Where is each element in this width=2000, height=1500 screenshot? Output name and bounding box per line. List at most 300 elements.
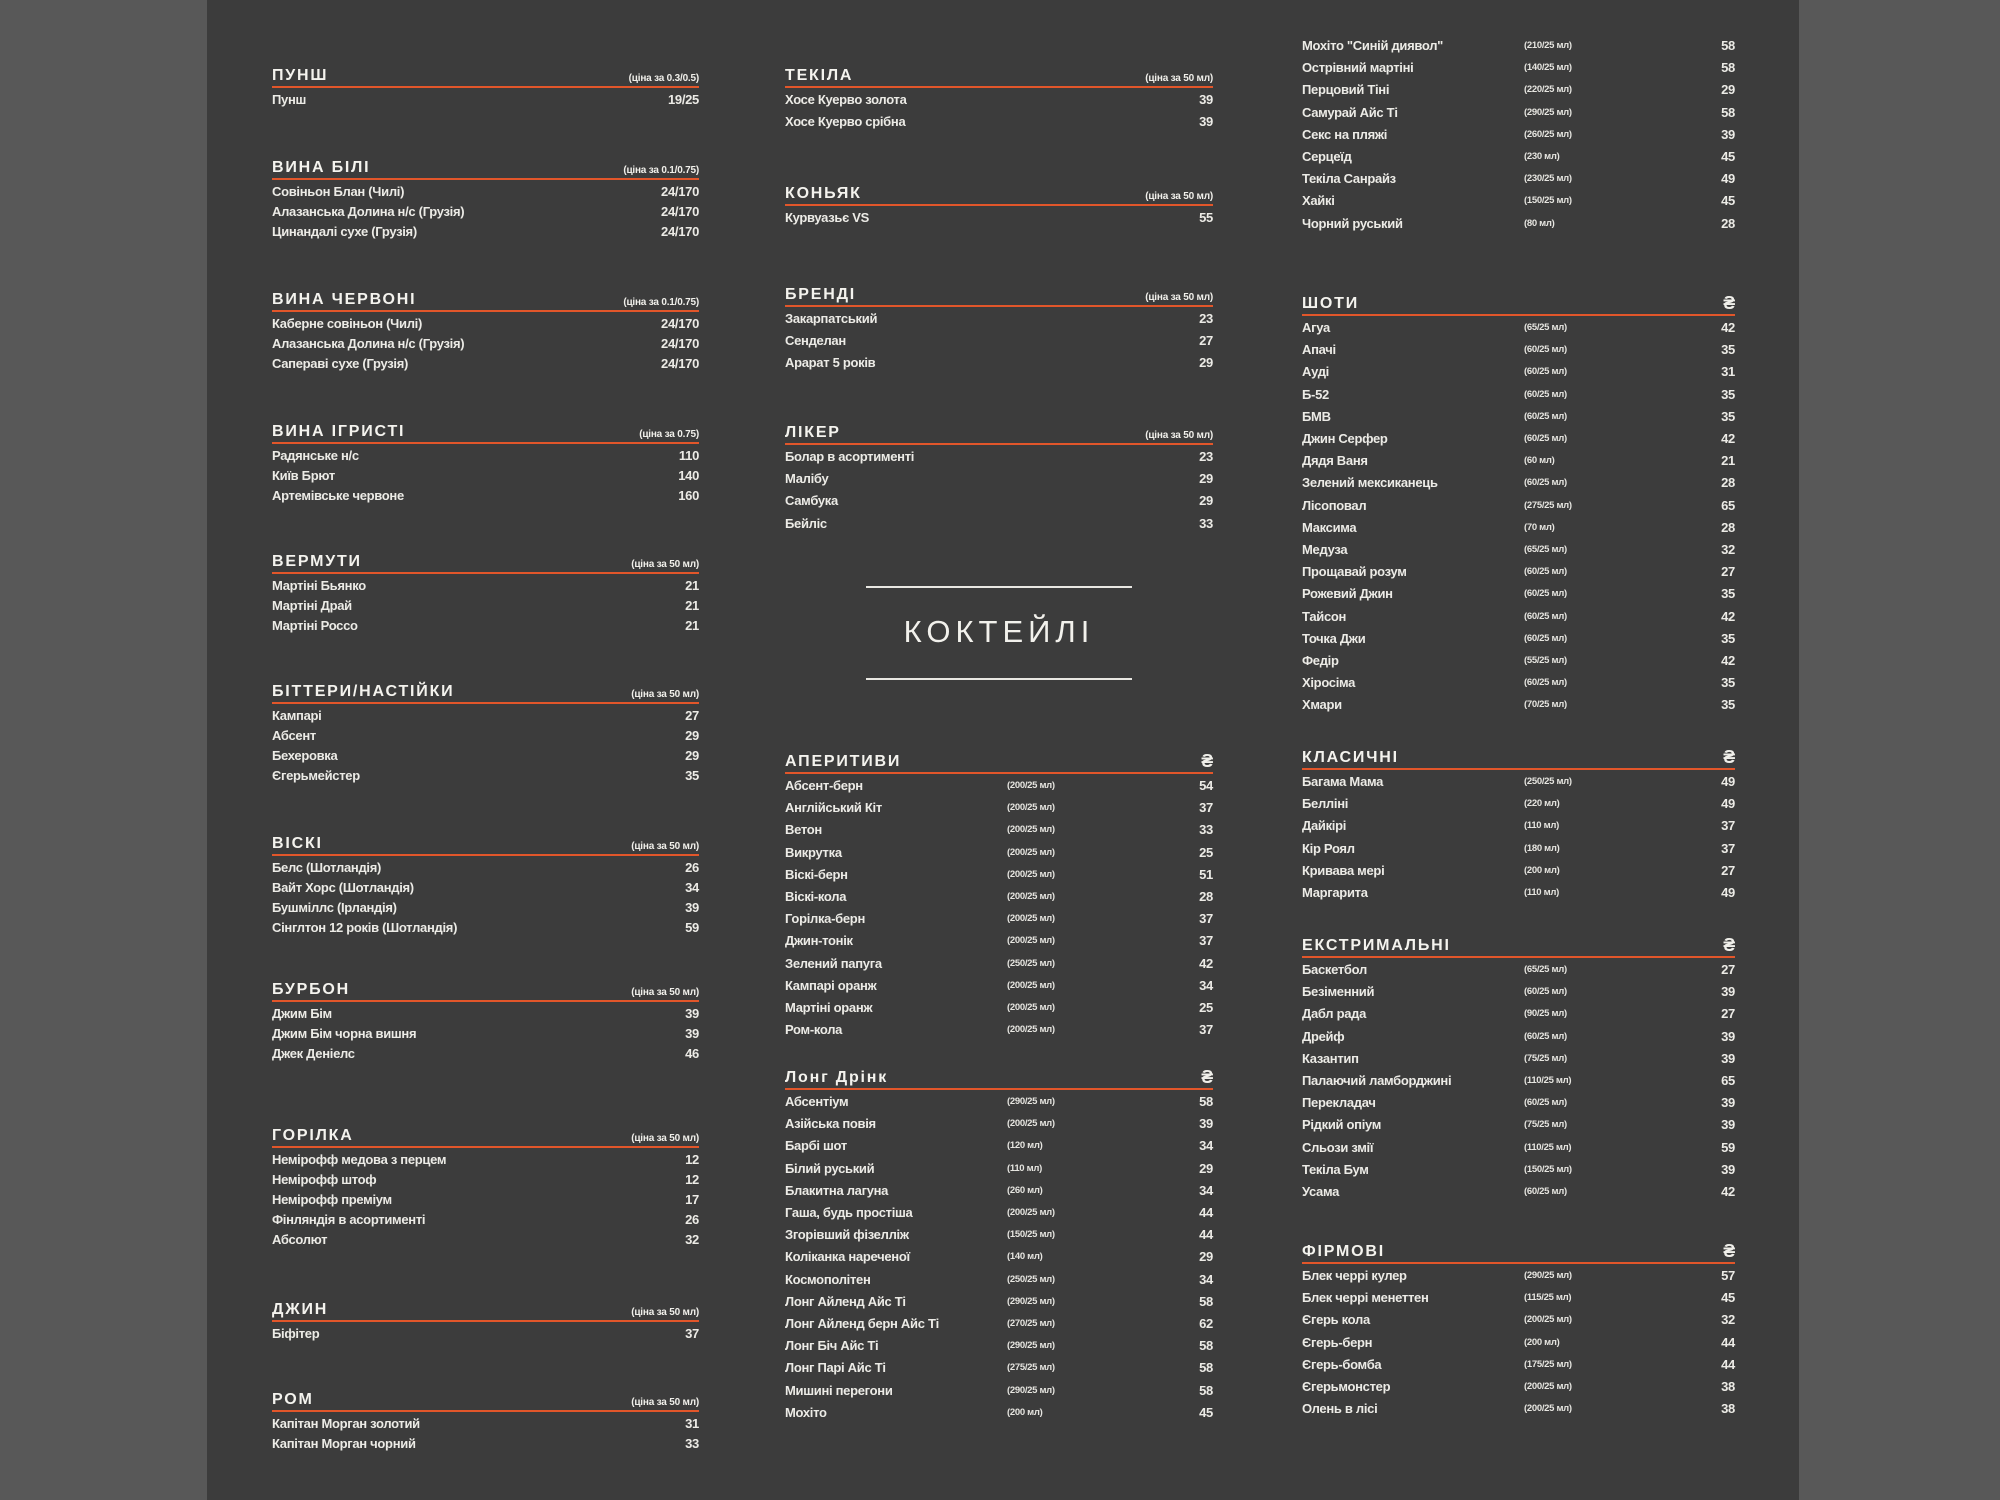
menu-item — [1302, 841, 1735, 861]
menu-item — [272, 768, 699, 788]
item-name: Хмари — [1302, 697, 1342, 713]
section-title: БУРБОН — [272, 981, 351, 998]
section-title: ФІРМОВІ — [1302, 1243, 1385, 1260]
menu-item — [1302, 1073, 1735, 1093]
item-volume: (290/25 мл) — [1007, 1295, 1055, 1307]
item-volume: (175/25 мл) — [1524, 1358, 1572, 1370]
item-price: 42 — [1721, 320, 1735, 335]
menu-item — [1302, 431, 1735, 451]
item-name: Бехеровка — [272, 748, 338, 763]
item-name: Барбі шот — [785, 1138, 847, 1154]
item-volume: (290/25 мл) — [1007, 1340, 1055, 1352]
item-price: 33 — [685, 1436, 699, 1451]
menu-item — [1302, 520, 1735, 540]
item-name: Б-52 — [1302, 386, 1329, 402]
item-price: 35 — [1721, 386, 1735, 402]
menu-item — [1302, 1268, 1735, 1288]
item-price: 26 — [685, 1212, 699, 1227]
menu-item — [272, 1006, 699, 1026]
item-price: 32 — [685, 1232, 699, 1247]
menu-item — [785, 1383, 1213, 1403]
menu-item — [1302, 475, 1735, 495]
item-volume: (275/25 мл) — [1524, 499, 1572, 511]
item-price: 28 — [1721, 475, 1735, 491]
item-price: 45 — [1721, 1290, 1735, 1306]
item-name: Медуза — [1302, 542, 1348, 557]
item-name: Каберне совіньон (Чилі) — [272, 316, 422, 331]
item-name: Кір Роял — [1302, 840, 1355, 856]
menu-item — [785, 516, 1213, 536]
item-name: Лонг Айленд Айс Ті — [785, 1293, 906, 1309]
item-price: 39 — [1721, 1095, 1735, 1111]
menu-item — [272, 488, 699, 508]
item-volume: (60/25 мл) — [1524, 1097, 1567, 1109]
item-volume: (200/25 мл) — [1007, 913, 1055, 925]
item-name: Острівний мартіні — [1302, 60, 1414, 76]
item-price: 58 — [1199, 1293, 1213, 1309]
section-price-note: (ціна за 50 мл) — [631, 1397, 699, 1408]
item-volume: (150/25 мл) — [1524, 1163, 1572, 1175]
menu-item — [785, 1294, 1213, 1314]
section-title: ВИНА БІЛІ — [272, 159, 371, 176]
item-price: 32 — [1721, 542, 1735, 557]
item-volume: (230 мл) — [1524, 151, 1560, 162]
item-name: Ветон — [785, 822, 822, 838]
section-header — [785, 1064, 1213, 1090]
menu-item — [272, 1326, 699, 1346]
item-name: Білий руський — [785, 1160, 875, 1176]
item-volume: (65/25 мл) — [1524, 322, 1567, 333]
item-name: Болар в асортименті — [785, 449, 915, 464]
item-price: 39 — [1721, 1050, 1735, 1066]
item-price: 34 — [685, 880, 699, 895]
item-volume: (200/25 мл) — [1007, 1002, 1055, 1013]
item-price: 35 — [1721, 342, 1735, 358]
item-price: 23 — [1199, 311, 1213, 326]
item-volume: (70/25 мл) — [1524, 699, 1567, 711]
section-title: БРЕНДІ — [785, 286, 857, 303]
item-name: Бейліс — [785, 515, 827, 531]
menu-item — [272, 224, 699, 244]
menu-item — [272, 1026, 699, 1046]
item-volume: (60/25 мл) — [1524, 433, 1567, 444]
item-name: Зелений мексиканець — [1302, 475, 1438, 491]
menu-section — [1302, 932, 1735, 1199]
item-price: 28 — [1199, 889, 1213, 904]
item-volume: (120 мл) — [1007, 1140, 1043, 1152]
menu-section — [785, 62, 1213, 130]
item-name: Совіньон Блан (Чилі) — [272, 184, 405, 199]
item-price: 42 — [1721, 608, 1735, 624]
item-price: 35 — [1721, 697, 1735, 713]
section-title: АПЕРИТИВИ — [785, 753, 902, 770]
item-volume: (140/25 мл) — [1524, 62, 1572, 74]
menu-item — [1302, 1379, 1735, 1399]
menu-section — [1302, 290, 1735, 713]
item-name: Блакитна лагуна — [785, 1182, 889, 1198]
item-volume: (230/25 мл) — [1524, 173, 1572, 185]
item-name: Самурай Айс Ті — [1302, 104, 1398, 120]
menu-item — [785, 92, 1213, 112]
item-name: Прощавай розум — [1302, 564, 1407, 580]
item-price: 110 — [678, 448, 699, 463]
item-name: Закарпатський — [785, 311, 878, 326]
item-name: Багама Мама — [1302, 774, 1384, 789]
menu-item — [1302, 542, 1735, 562]
item-name: Апачі — [1302, 342, 1336, 358]
item-price: 34 — [1199, 977, 1213, 993]
section-price-note: (ціна за 50 мл) — [1145, 191, 1213, 202]
section-title: КЛАСИЧНІ — [1302, 749, 1399, 766]
item-name: Сенделан — [785, 333, 846, 349]
item-volume: (200 мл) — [1524, 1336, 1560, 1348]
menu-item — [785, 1116, 1213, 1136]
item-name: Хосе Куерво золота — [785, 92, 907, 107]
menu-item — [1302, 82, 1735, 102]
section-price-note: (ціна за 0.75) — [639, 429, 699, 440]
section-header — [272, 62, 699, 88]
menu-item — [1302, 60, 1735, 80]
item-name: Викрутка — [785, 844, 842, 860]
item-price: 37 — [1199, 933, 1213, 949]
item-volume: (260/25 мл) — [1524, 128, 1572, 140]
menu-item — [785, 1272, 1213, 1292]
menu-item — [1302, 453, 1735, 473]
section-price-note: (ціна за 50 мл) — [631, 841, 699, 852]
menu-item — [785, 1138, 1213, 1158]
item-name: Джим Бім чорна вишня — [272, 1026, 417, 1041]
item-name: Казантип — [1302, 1050, 1359, 1066]
menu-item — [1302, 1184, 1735, 1204]
section-price-note: (ціна за 50 мл) — [1145, 430, 1213, 441]
menu-item — [1302, 1029, 1735, 1049]
item-name: Мохіто — [785, 1404, 827, 1420]
item-volume: (290/25 мл) — [1007, 1096, 1055, 1107]
menu-item — [785, 355, 1213, 375]
menu-item — [785, 956, 1213, 976]
menu-item — [785, 1022, 1213, 1042]
item-price: 33 — [1199, 822, 1213, 838]
item-volume: (65/25 мл) — [1524, 964, 1567, 975]
item-name: Белліні — [1302, 796, 1349, 812]
item-volume: (60/25 мл) — [1524, 632, 1567, 644]
item-volume: (200/25 мл) — [1007, 935, 1055, 947]
menu-item — [1302, 193, 1735, 213]
section-header — [272, 548, 699, 574]
section-title: ДЖИН — [272, 1301, 329, 1318]
item-price: 35 — [685, 768, 699, 783]
menu-item — [1302, 1095, 1735, 1115]
item-price: 37 — [685, 1326, 699, 1341]
item-price: 45 — [1199, 1404, 1213, 1420]
item-price: 12 — [685, 1172, 699, 1187]
item-name: Арарат 5 років — [785, 355, 876, 371]
section-price-note: ₴ — [1723, 1241, 1735, 1261]
item-volume: (200/25 мл) — [1524, 1403, 1572, 1415]
menu-section — [785, 180, 1213, 225]
item-price: 39 — [1721, 1117, 1735, 1133]
item-name: Палаючий ламборджині — [1302, 1073, 1452, 1088]
item-price: 62 — [1199, 1316, 1213, 1331]
item-price: 24/170 — [661, 224, 699, 239]
item-name: Рідкий опіум — [1302, 1117, 1382, 1133]
menu-item — [785, 800, 1213, 820]
menu-item — [272, 860, 699, 880]
menu-item — [272, 900, 699, 920]
item-price: 31 — [685, 1416, 699, 1431]
item-name: Мартіні оранж — [785, 1000, 873, 1015]
menu-item — [1302, 1401, 1735, 1421]
cocktails-heading — [866, 586, 1132, 680]
section-title: ЕКСТРИМАЛЬНІ — [1302, 937, 1451, 954]
item-name: Малібу — [785, 471, 829, 487]
menu-item — [1302, 962, 1735, 982]
item-price: 24/170 — [661, 356, 699, 371]
item-name: Дядя Ваня — [1302, 453, 1368, 469]
item-name: Англійський Кіт — [785, 800, 882, 816]
section-header — [272, 830, 699, 856]
menu-item — [785, 778, 1213, 798]
menu-item — [785, 1161, 1213, 1181]
item-price: 34 — [1199, 1271, 1213, 1287]
item-price: 59 — [1721, 1139, 1735, 1155]
item-name: Самбука — [785, 493, 838, 509]
item-price: 26 — [685, 860, 699, 875]
menu-item — [785, 889, 1213, 909]
item-name: Алазанська Долина н/с (Грузія) — [272, 336, 465, 351]
menu-item — [1302, 1290, 1735, 1310]
menu-item — [1302, 149, 1735, 169]
item-volume: (90/25 мл) — [1524, 1008, 1567, 1020]
item-price: 35 — [1721, 630, 1735, 646]
menu-item — [272, 708, 699, 728]
item-price: 21 — [1721, 453, 1735, 469]
section-header — [785, 62, 1213, 88]
menu-item — [785, 114, 1213, 134]
item-price: 37 — [1199, 1022, 1213, 1038]
menu-item — [785, 1249, 1213, 1269]
menu-item — [272, 184, 699, 204]
section-price-note: (ціна за 50 мл) — [631, 559, 699, 570]
menu-item — [1302, 1312, 1735, 1332]
menu-section — [272, 1122, 699, 1247]
item-price: 58 — [1721, 60, 1735, 76]
menu-item — [1302, 984, 1735, 1004]
menu-item — [785, 333, 1213, 353]
item-name: Агуа — [1302, 320, 1330, 335]
section-title: ВИНА ІГРИСТІ — [272, 423, 406, 440]
menu-section — [272, 1296, 699, 1341]
section-title: ШОТИ — [1302, 295, 1359, 312]
menu-item — [272, 1192, 699, 1212]
item-volume: (200 мл) — [1007, 1406, 1043, 1418]
item-name: Баскетбол — [1302, 962, 1367, 977]
item-volume: (80 мл) — [1524, 217, 1555, 229]
menu-item — [1302, 697, 1735, 717]
item-volume: (260 мл) — [1007, 1184, 1043, 1196]
item-name: Сінглтон 12 років (Шотландія) — [272, 920, 458, 935]
item-volume: (110 мл) — [1007, 1162, 1042, 1174]
item-price: 21 — [685, 578, 699, 593]
section-price-note: (ціна за 0.1/0.75) — [623, 297, 699, 308]
menu-item — [785, 210, 1213, 230]
item-name: Мохіто "Синій диявол" — [1302, 38, 1444, 53]
item-name: БМВ — [1302, 408, 1331, 424]
menu-section — [785, 281, 1213, 371]
item-price: 29 — [685, 748, 699, 763]
item-name: Фінляндія в асортименті — [272, 1212, 426, 1227]
item-price: 39 — [685, 1026, 699, 1041]
menu-item — [1302, 38, 1735, 58]
item-price: 24/170 — [661, 336, 699, 351]
menu-item — [1302, 796, 1735, 816]
item-volume: (75/25 мл) — [1524, 1119, 1567, 1131]
section-header — [272, 286, 699, 312]
item-price: 55 — [1199, 210, 1213, 225]
menu-item — [272, 468, 699, 488]
menu-item — [785, 822, 1213, 842]
section-price-note: (ціна за 50 мл) — [631, 987, 699, 998]
menu-item — [272, 336, 699, 356]
section-header — [272, 976, 699, 1002]
item-price: 35 — [1721, 675, 1735, 691]
menu-item — [785, 1338, 1213, 1358]
menu-item — [272, 598, 699, 618]
menu-item — [1302, 631, 1735, 651]
item-price: 37 — [1199, 911, 1213, 927]
menu-item — [785, 1094, 1213, 1114]
item-name: Віскі-кола — [785, 889, 847, 904]
menu-item — [785, 1227, 1213, 1247]
menu-item — [1302, 1006, 1735, 1026]
item-name: Перцовий Тіні — [1302, 82, 1390, 98]
item-volume: (115/25 мл) — [1524, 1292, 1572, 1304]
item-name: Блек черрі менеттен — [1302, 1290, 1429, 1306]
item-price: 44 — [1199, 1227, 1213, 1243]
item-price: 35 — [1721, 408, 1735, 424]
section-price-note: (ціна за 50 мл) — [631, 1133, 699, 1144]
menu-item — [1302, 364, 1735, 384]
item-price: 46 — [685, 1046, 699, 1061]
item-volume: (250/25 мл) — [1007, 957, 1055, 969]
section-header — [272, 154, 699, 180]
item-volume: (140 мл) — [1007, 1251, 1043, 1263]
menu-item — [272, 1046, 699, 1066]
item-price: 29 — [1199, 493, 1213, 509]
item-price: 51 — [1199, 866, 1213, 882]
item-price: 54 — [1199, 778, 1213, 793]
item-price: 39 — [1721, 1161, 1735, 1177]
item-volume: (60/25 мл) — [1524, 388, 1567, 400]
menu-section — [1302, 1238, 1735, 1417]
item-price: 31 — [1721, 364, 1735, 380]
item-volume: (250/25 мл) — [1524, 776, 1572, 787]
item-price: 42 — [1721, 1184, 1735, 1199]
item-volume: (210/25 мл) — [1524, 40, 1572, 51]
section-header — [272, 678, 699, 704]
menu-item — [272, 1232, 699, 1252]
section-header — [785, 180, 1213, 206]
item-name: Єгерь-бомба — [1302, 1356, 1382, 1372]
menu-item — [1302, 564, 1735, 584]
item-price: 29 — [1199, 471, 1213, 487]
item-name: Белс (Шотландія) — [272, 860, 382, 875]
item-price: 12 — [685, 1152, 699, 1167]
section-header — [1302, 932, 1735, 958]
item-name: Хайкі — [1302, 193, 1335, 209]
menu-section — [272, 678, 699, 783]
section-header — [785, 281, 1213, 307]
section-header — [1302, 744, 1735, 770]
menu-item — [272, 920, 699, 940]
item-volume: (220/25 мл) — [1524, 84, 1572, 96]
item-price: 57 — [1721, 1268, 1735, 1283]
menu-section — [272, 286, 699, 371]
item-price: 39 — [685, 900, 699, 915]
item-price: 44 — [1199, 1205, 1213, 1220]
item-name: Безіменний — [1302, 984, 1375, 1000]
item-price: 29 — [1199, 1249, 1213, 1265]
item-name: Джин Серфер — [1302, 431, 1388, 446]
item-name: Текіла Бум — [1302, 1161, 1369, 1177]
menu-item — [1302, 320, 1735, 340]
menu-item — [272, 748, 699, 768]
section-price-note: ₴ — [1723, 747, 1735, 767]
menu-item — [785, 1000, 1213, 1020]
item-price: 25 — [1199, 1000, 1213, 1015]
item-name: Чорний руський — [1302, 215, 1403, 231]
item-volume: (290/25 мл) — [1524, 106, 1572, 118]
item-volume: (60/25 мл) — [1524, 1030, 1567, 1042]
item-name: Тайсон — [1302, 608, 1347, 624]
menu-item — [785, 845, 1213, 865]
item-price: 33 — [1199, 515, 1213, 531]
item-name: Бушміллс (Ірландія) — [272, 900, 397, 915]
section-title: ГОРІЛКА — [272, 1127, 354, 1144]
item-volume: (200/25 мл) — [1007, 979, 1055, 991]
item-name: Лонг Айленд берн Айс Ті — [785, 1316, 939, 1331]
menu-item — [272, 92, 699, 112]
item-volume: (275/25 мл) — [1007, 1362, 1055, 1374]
item-volume: (200/25 мл) — [1524, 1314, 1572, 1326]
item-name: Текіла Санрайз — [1302, 171, 1396, 187]
item-name: Гаша, будь простіша — [785, 1205, 913, 1220]
item-name: Абсолют — [272, 1232, 328, 1247]
section-title: ЛІКЕР — [785, 424, 841, 441]
item-name: Космополітен — [785, 1271, 871, 1287]
menu-item — [272, 728, 699, 748]
item-volume: (180 мл) — [1524, 842, 1560, 854]
item-volume: (200/25 мл) — [1007, 824, 1055, 836]
menu-item — [785, 1183, 1213, 1203]
section-header — [1302, 1238, 1735, 1264]
item-volume: (110 мл) — [1524, 887, 1559, 898]
item-name: Усама — [1302, 1184, 1340, 1199]
item-name: Максима — [1302, 519, 1357, 535]
section-header — [785, 748, 1213, 774]
item-price: 59 — [685, 920, 699, 935]
menu-section — [785, 748, 1213, 1038]
item-name: Абсент-берн — [785, 778, 863, 793]
item-name: Ром-кола — [785, 1022, 843, 1038]
item-volume: (65/25 мл) — [1524, 544, 1567, 555]
item-price: 37 — [1199, 800, 1213, 816]
menu-item — [272, 1212, 699, 1232]
item-price: 38 — [1721, 1401, 1735, 1417]
item-name: Вайт Хорс (Шотландія) — [272, 880, 414, 895]
section-price-note: ₴ — [1723, 293, 1735, 313]
item-name: Точка Джи — [1302, 630, 1366, 646]
